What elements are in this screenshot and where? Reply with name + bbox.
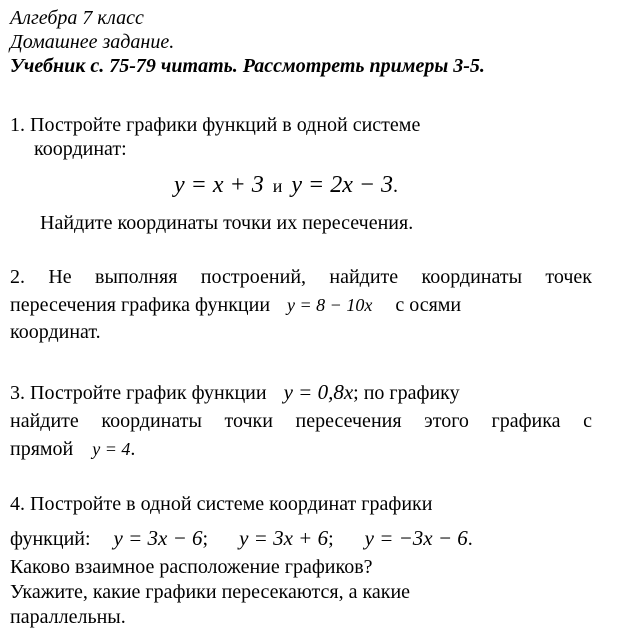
task4-text-line2 <box>10 523 473 554</box>
task1-formula-dot: . <box>393 175 399 197</box>
task1-formulas <box>174 170 398 201</box>
task1-formula-2: y = 2x − 3 <box>291 172 394 198</box>
task2-text-line2-pre: пересечения графика функции <box>10 294 271 316</box>
header-assignment: Учебник с. 75-79 читать. Рассмотреть примеры 3-5. <box>10 55 485 77</box>
task1-text-line2: координат: <box>34 138 127 160</box>
task4-text-line5: параллельны. <box>10 606 126 628</box>
task3-text-line2: найдите координаты точки пересечения этого графика с <box>10 410 592 432</box>
task1-text-line4: Найдите координаты точки их пересечения. <box>40 212 414 234</box>
task4-text-line4: Укажите, какие графики пересекаются, а какие <box>10 581 411 603</box>
task1-text-line1: 1. Постройте графики функций в одной системе <box>10 114 421 136</box>
task2-text-line1: 2. Не выполняя построений, найдите координаты точек <box>10 266 592 288</box>
task3-formula-dot: . <box>130 438 136 460</box>
task3-text-line1 <box>10 380 460 405</box>
task3-formula-2: y = 4 <box>92 439 131 459</box>
task1-conjunction: и <box>272 176 283 196</box>
task4-text-line2-pre: функций: <box>10 528 91 550</box>
task4-separator-2: ; <box>328 528 334 550</box>
task3-formula-1: y = 0,8x <box>283 380 354 404</box>
task4-formula-3: y = −3x − 6 <box>364 526 468 550</box>
task4-separator-1: ; <box>202 528 209 550</box>
task3-text-line1-pre: 3. Постройте график функции <box>10 382 267 404</box>
task1-formula-1: y = x + 3 <box>174 172 264 198</box>
task4-text-line1: 4. Постройте в одной системе координат графики <box>10 493 433 515</box>
task2-formula: y = 8 − 10x <box>287 295 373 315</box>
task2-text-line2 <box>10 293 461 317</box>
task4-formula-2: y = 3x + 6 <box>239 526 329 550</box>
task2-text-line2-post: с осями <box>395 294 462 316</box>
header-title: Домашнее задание. <box>10 31 175 53</box>
task3-text-line1-post: ; по графику <box>353 382 460 404</box>
task2-text-line3: координат. <box>10 321 101 343</box>
task3-text-line3-pre: прямой <box>10 438 74 460</box>
task3-text-line3 <box>10 437 135 461</box>
task4-text-line3: Каково взаимное расположение графиков? <box>10 556 373 578</box>
header-subject: Алгебра 7 класс <box>10 7 144 29</box>
task4-formula-1: y = 3x − 6 <box>113 526 203 550</box>
task4-formula-dot: . <box>467 528 473 550</box>
